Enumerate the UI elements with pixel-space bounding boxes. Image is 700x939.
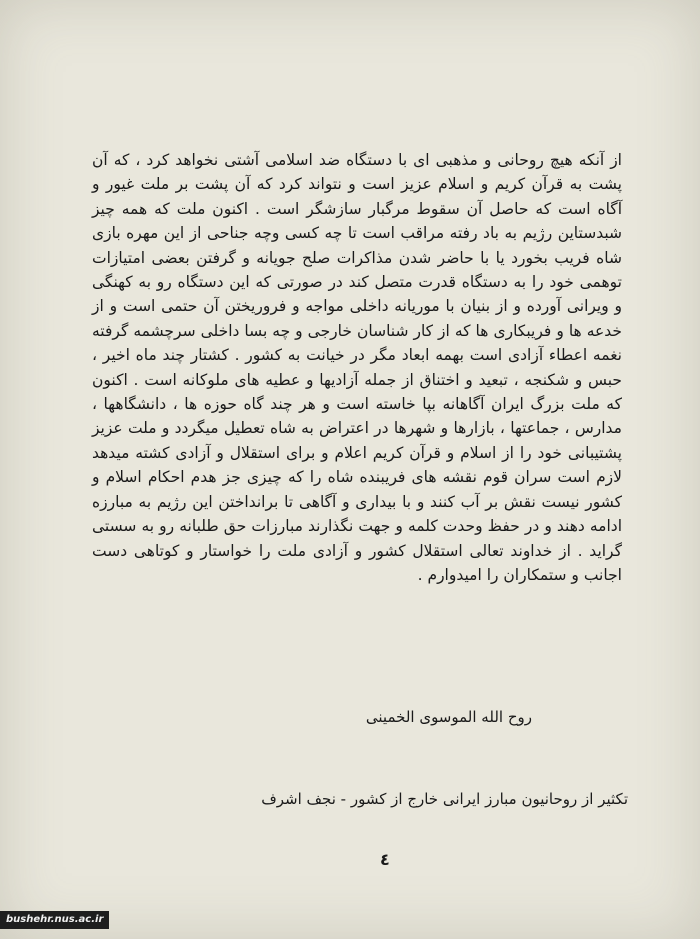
signature: روح الله الموسوی الخمینی [365,708,532,726]
page-number: ٤ [380,850,390,869]
watermark: bushehr.nus.ac.ir [0,911,109,929]
letter-body: از آنکه هیچ روحانی و مذهبی ای با دستگاه ضد اسلامی آشتی نخواهد کرد ، که آن پشت به قرآن کریم و اسلام عزیز است و نتواند کرد که آن پشت بر ملت غیور و آگاه است که حاصل آن سقوط مرگبار سازشگر است . اکنون ملت که همه چیز شبدستاین رژیم به باد رفته مراقب است تا چه کسی وچه جناحی از این مهره بازی شاه فریب بخورد یا با حاضر شدن مذاکرات صلح جویانه و گرفتن بعضی امتیازات توهمی خود را به دستگاه قدرت متصل کند در صورتی که این دستگاه رو به کهنگی و ویرانی آورده و از بنیان با موریانه داخلی مواجه و فروریختن آن حتمی است و از خدعه ها و فریبکاری ها که از کار شناسان خارجی و چه بسا داخلی سرچشمه گرفته نغمه اعطاء آزادی است بهمه ابعاد مگر در خیانت به کشور . کشتار چند ماه اخیر ، حبس و شکنجه ، تبعید و اختناق از جمله آزادیها و عطیه های ملوکانه است . اکنون که ملت بزرگ ایران آگاهانه بپا خاسته است و هر چند گاه حوزه ها ، دانشگاهها ، مدارس ، جماعتها ، بازارها و شهرها در اعتراض به شاه تعطیل میگردد و ملت عزیز پشتیبانی خود را از اسلام و قرآن کریم اعلام و برای استقلال و آزادی کشته میدهد لازم است سران قوم نقشه های فریبنده شاه را که چیزی جز هدم احکام اسلام و کشور نیست نقش بر آب کنند و با بیداری و آگاهی تا برانداختن این رژیم به مبارزه ادامه دهند و در حفظ وحدت کلمه و جهت نگذارند مبارزات حق طلبانه رو به سستی گراید . از خداوند تعالی استقلال کشور و آزادی ملت را خواستار و کوتاهی دست اجانب و ستمکاران را امیدوارم . [92,151,622,584]
footnote: تکثیر از روحانیون مبارز ایرانی خارج از کشور - نجف اشرف [261,790,628,808]
